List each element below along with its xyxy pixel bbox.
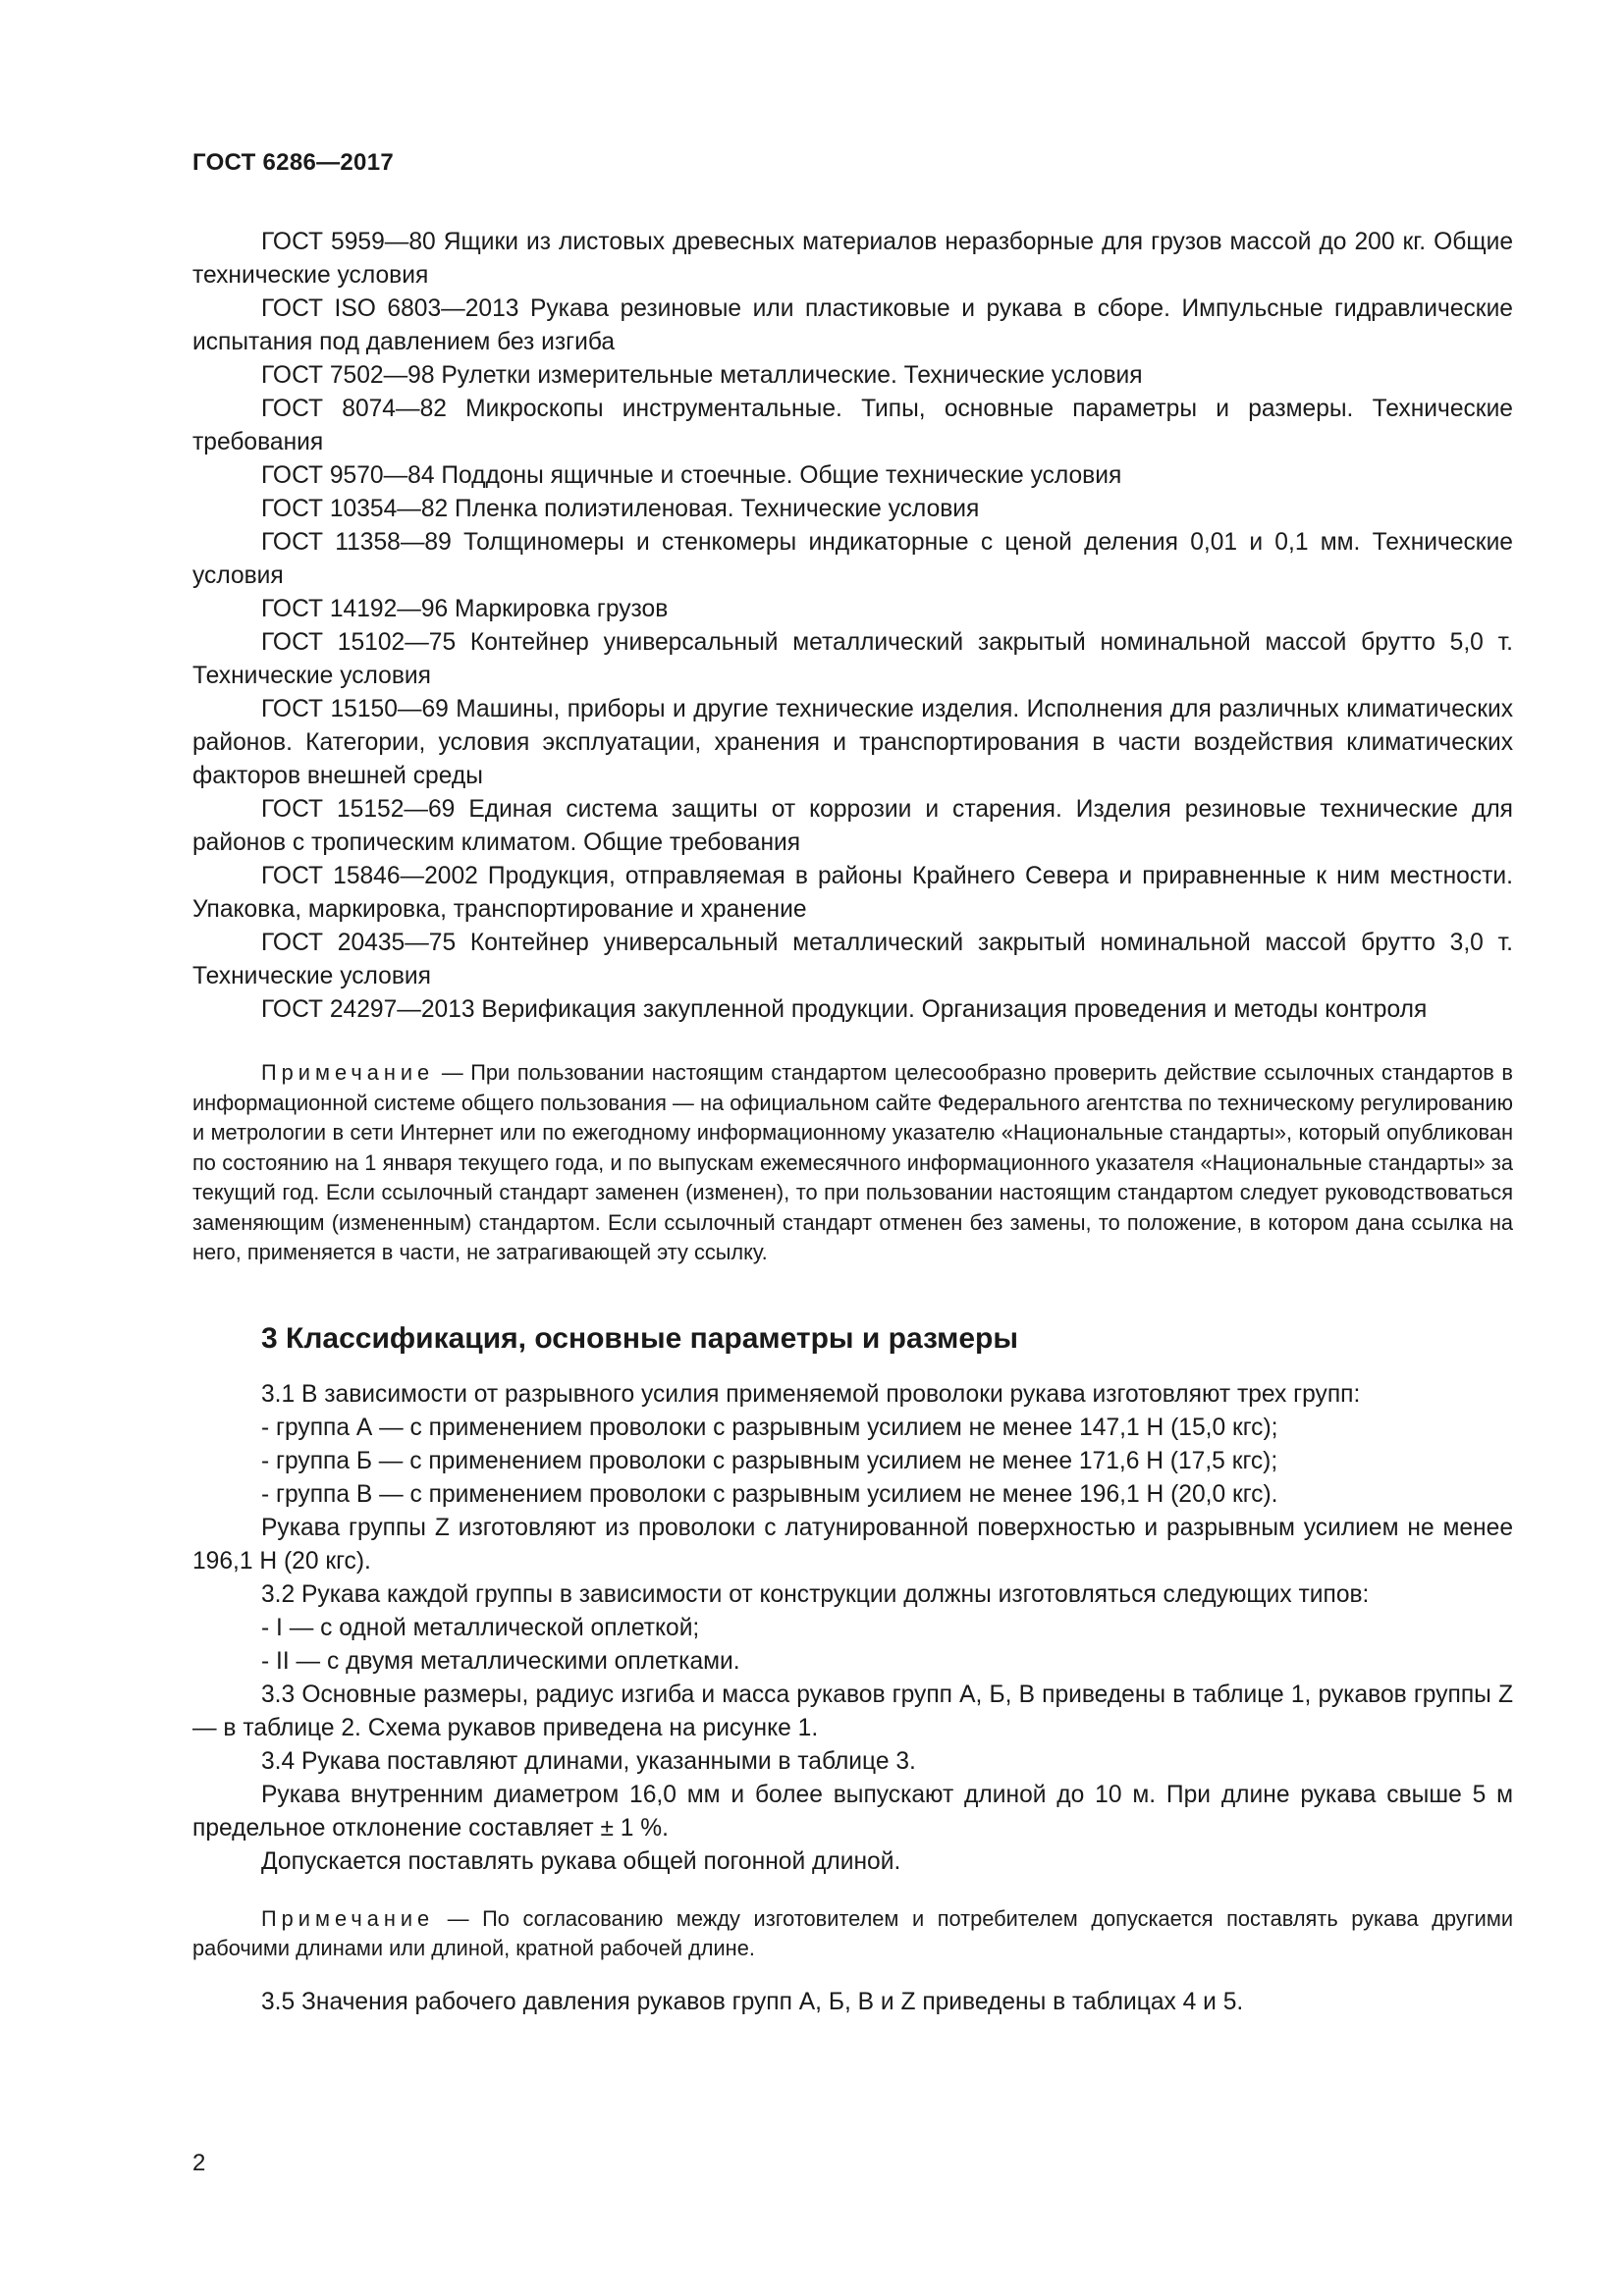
section-paragraph: 3.3 Основные размеры, радиус изгиба и масса рукавов групп А, Б, В приведены в таблице 1, рукавов группы Z — в таблице 2. Схема рукавов приведена на рисунке 1. <box>192 1681 1513 1741</box>
reference-item: ГОСТ 8074—82 Микроскопы инструментальные. Типы, основные параметры и размеры. Технические требования <box>192 396 1513 455</box>
section-3-body <box>192 1378 1513 2019</box>
section-paragraph: 3.4 Рукава поставляют длинами, указанными в таблице 3. <box>261 1747 916 1775</box>
reference-item: ГОСТ 15150—69 Машины, приборы и другие технические изделия. Исполнения для различных климатических районов. Категории, условия эксплуатации, хранения и транспортирования в части воздействия климатических факторов внешней среды <box>192 696 1513 789</box>
section-paragraph: 3.1 В зависимости от разрывного усилия применяемой проволоки рукава изготовляют трех групп: <box>261 1380 1361 1408</box>
reference-item: ГОСТ 24297—2013 Верификация закупленной продукции. Организация проведения и методы контроля <box>261 996 1428 1023</box>
reference-item: ГОСТ 20435—75 Контейнер универсальный металлический закрытый номинальной массой брутто 3,0 т. Технические условия <box>192 930 1513 989</box>
section-paragraph: - I — с одной металлической оплеткой; <box>261 1614 700 1641</box>
section-paragraph: - группа А — с применением проволоки с разрывным усилием не менее 147,1 Н (15,0 кгс); <box>261 1414 1278 1441</box>
section-paragraph: - II — с двумя металлическими оплетками. <box>261 1647 740 1675</box>
reference-item: ГОСТ 9570—84 Поддоны ящичные и стоечные. Общие технические условия <box>261 462 1122 489</box>
normative-references-list <box>192 226 1513 1027</box>
section-paragraph: Рукава группы Z изготовляют из проволоки с латунированной поверхностью и разрывным усилием не менее 196,1 Н (20 кгс). <box>192 1514 1513 1575</box>
reference-item: ГОСТ ISO 6803—2013 Рукава резиновые или пластиковые и рукава в сборе. Импульсные гидравлические испытания под давлением без изгиба <box>192 295 1513 355</box>
reference-item: ГОСТ 15846—2002 Продукция, отправляемая в районы Крайнего Севера и приравненные к ним местности. Упаковка, маркировка, транспортирование и хранение <box>192 863 1513 923</box>
reference-item: ГОСТ 5959—80 Ящики из листовых древесных материалов неразборные для грузов массой до 200 кг. Общие технические условия <box>192 229 1513 289</box>
reference-item: ГОСТ 7502—98 Рулетки измерительные металлические. Технические условия <box>261 362 1143 389</box>
note-label: Примечание <box>261 1060 435 1085</box>
page-number: 2 <box>192 2150 206 2176</box>
reference-item: ГОСТ 10354—82 Пленка полиэтиленовая. Технические условия <box>261 496 980 522</box>
section-title: 3 Классификация, основные параметры и размеры <box>261 1321 1019 1355</box>
note-text: — При пользовании настоящим стандартом целесообразно проверить действие ссылочных стандартов в информационной системе общего пользования — на официальном сайте Федерального агентства по техническому регулированию и метрологии в сети Интернет или по ежегодному информационному указателю «Национальные стандарты», который опубликован по состоянию на 1 января текущего года, и по выпускам ежемесячного информационного указателя «Национальные стандарты» за текущий год. Если ссылочный стандарт заменен (изменен), то при пользовании настоящим стандартом следует руководствоваться заменяющим (измененным) стандартом. Если ссылочный стандарт отменен без замены, то положение, в котором дана ссылка на него, применяется в части, не затрагивающей эту ссылку. <box>192 1060 1513 1264</box>
section-note <box>192 1904 1513 1964</box>
section-paragraph: 3.5 Значения рабочего давления рукавов групп А, Б, В и Z приведены в таблицах 4 и 5. <box>261 1988 1244 2015</box>
references-note <box>192 1058 1513 1268</box>
document-header-code: ГОСТ 6286—2017 <box>192 149 395 176</box>
section-paragraph: Допускается поставлять рукава общей погонной длиной. <box>261 1847 901 1875</box>
note-label: Примечание <box>261 1905 435 1931</box>
document-content <box>192 226 1513 2019</box>
reference-item: ГОСТ 11358—89 Толщиномеры и стенкомеры индикаторные с ценой деления 0,01 и 0,1 мм. Технические условия <box>192 529 1513 589</box>
note-text: — По согласованию между изготовителем и потребителем допускается поставлять рукава другими рабочими длинами или длиной, кратной рабочей длине. <box>192 1905 1513 1960</box>
section-paragraph: - группа Б — с применением проволоки с разрывным усилием не менее 171,6 Н (17,5 кгс); <box>261 1447 1278 1474</box>
reference-item: ГОСТ 15102—75 Контейнер универсальный металлический закрытый номинальной массой брутто 5,0 т. Технические условия <box>192 629 1513 689</box>
section-paragraph: - группа В — с применением проволоки с разрывным усилием не менее 196,1 Н (20,0 кгс). <box>261 1480 1278 1508</box>
reference-item: ГОСТ 15152—69 Единая система защиты от коррозии и старения. Изделия резиновые технические для районов с тропическим климатом. Общие требования <box>192 796 1513 856</box>
section-paragraph: Рукава внутренним диаметром 16,0 мм и более выпускают длиной до 10 м. При длине рукава свыше 5 м предельное отклонение составляет ± 1 %. <box>192 1781 1513 1842</box>
section-paragraph: 3.2 Рукава каждой группы в зависимости от конструкции должны изготовляться следующих типов: <box>261 1580 1370 1608</box>
reference-item: ГОСТ 14192—96 Маркировка грузов <box>261 596 669 622</box>
